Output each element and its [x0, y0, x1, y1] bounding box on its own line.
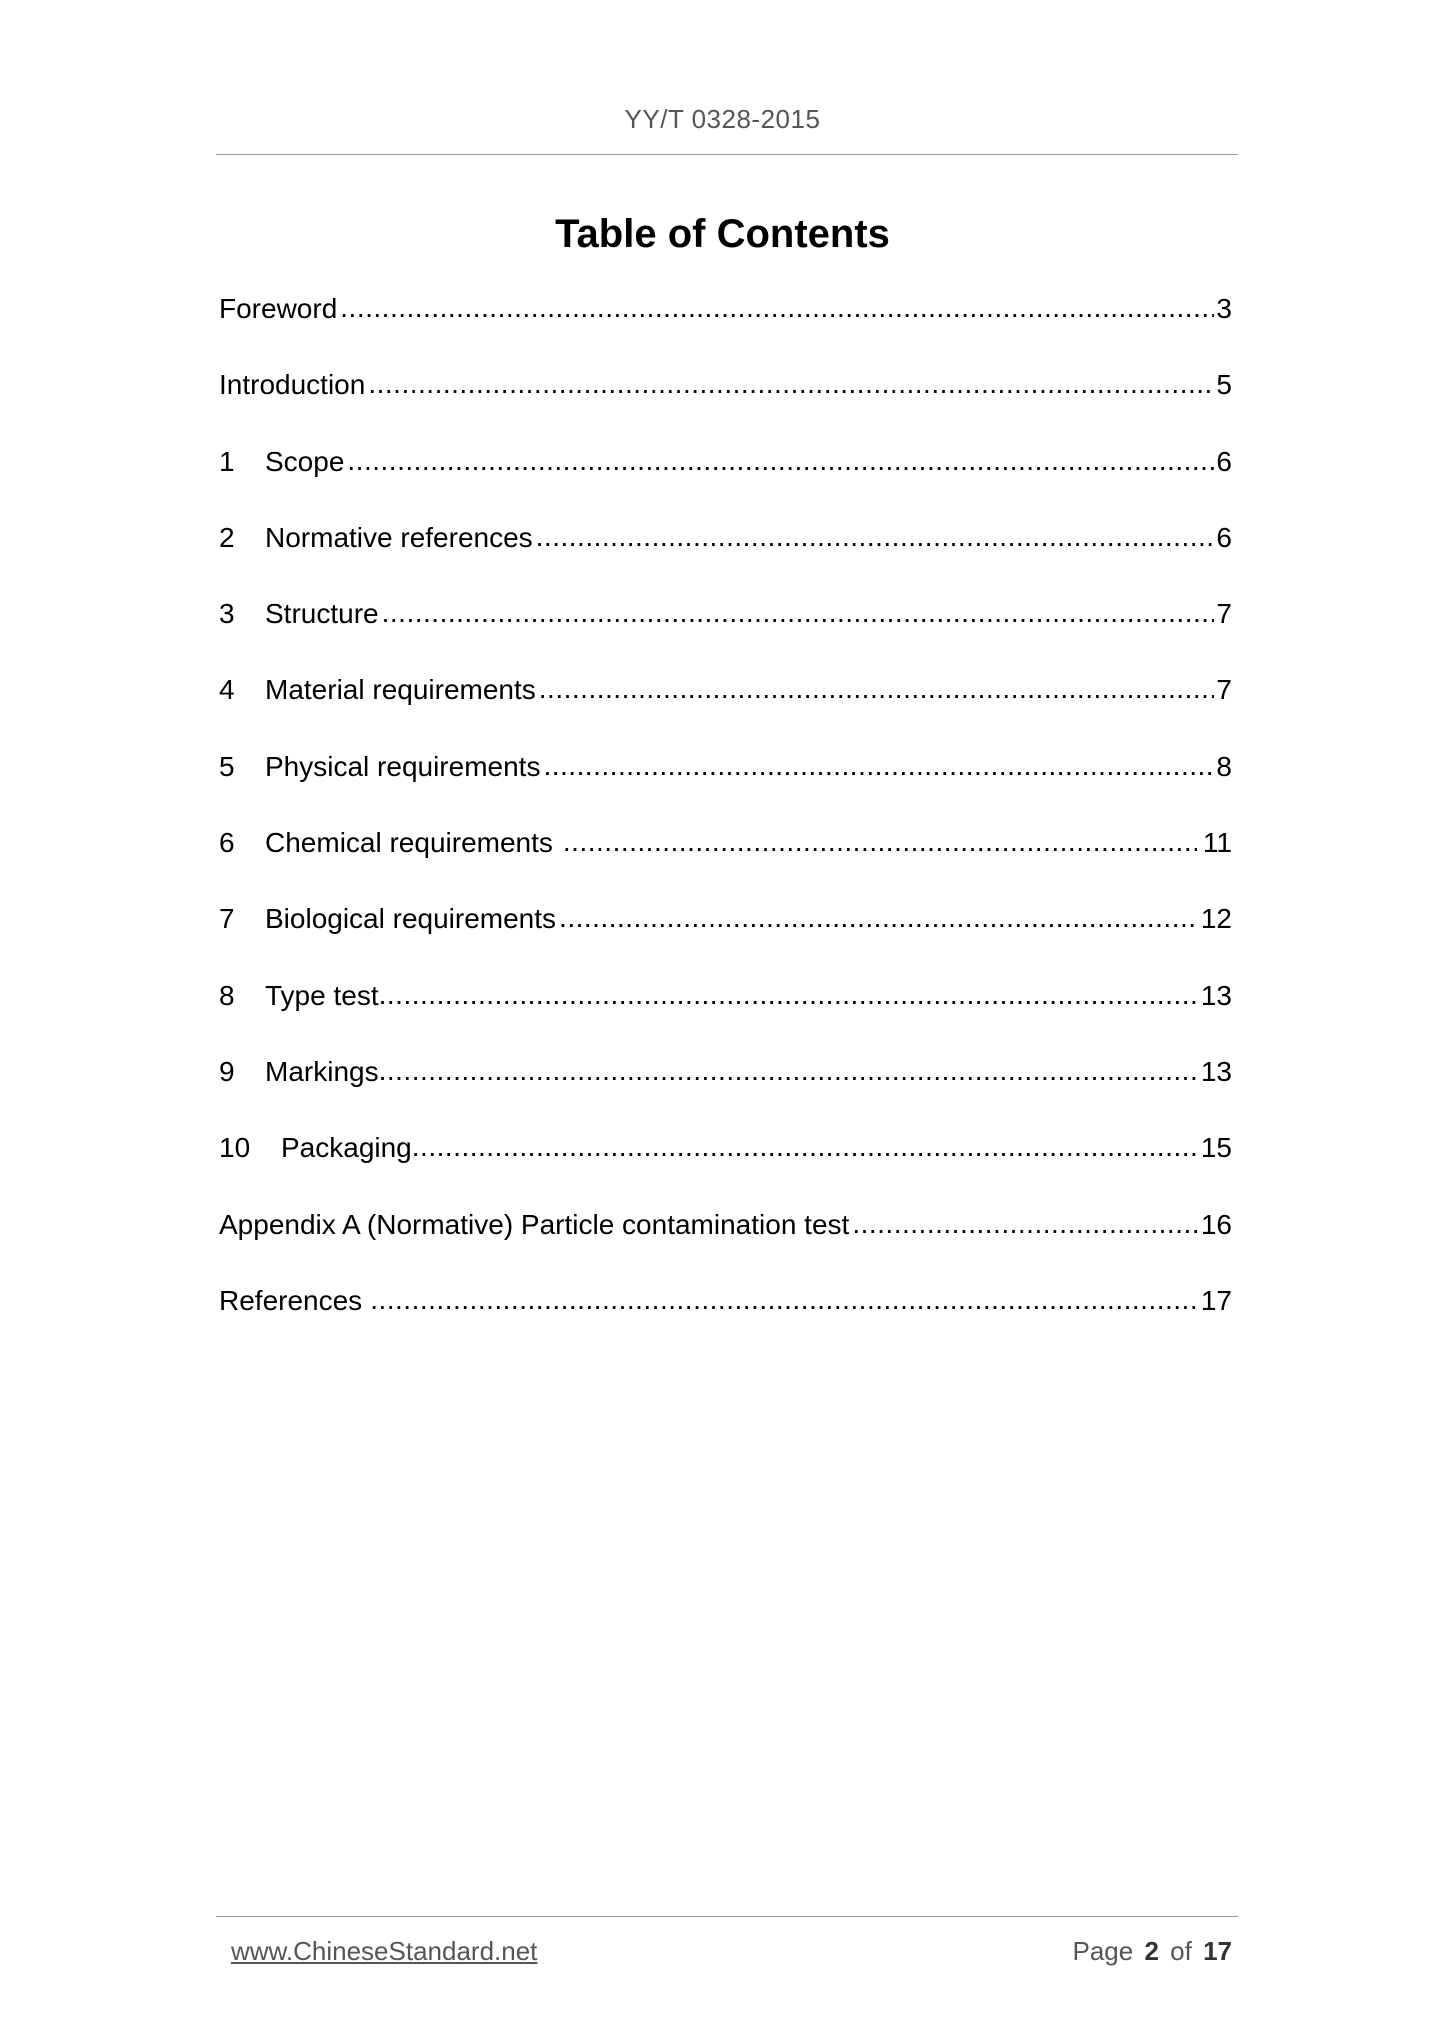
toc-entry-label: Markings [265, 1055, 379, 1087]
document-code: YY/T 0328-2015 [624, 104, 821, 134]
total-pages-number: 17 [1203, 1936, 1232, 1966]
toc-entry-page: 8 [1216, 750, 1232, 782]
toc-entry-page: 15 [1200, 1132, 1232, 1164]
toc-entry-markings[interactable] [219, 1055, 1232, 1131]
toc-entry-label: Introduction [219, 369, 366, 401]
toc-entry-number: 4 [219, 674, 235, 706]
page-title: Table of Contents [555, 212, 890, 256]
toc-dot-leader [368, 367, 1214, 401]
toc-dot-leader [382, 596, 1215, 630]
toc-entry-page: 13 [1200, 979, 1232, 1011]
toc-entry-number: 3 [219, 598, 235, 630]
toc-dot-leader [539, 672, 1215, 706]
toc-entry-label: Foreword [219, 293, 338, 324]
toc-dot-leader [379, 978, 1199, 1012]
toc-entry-page: 3 [1216, 293, 1232, 324]
toc-entry-label: Biological requirements [265, 903, 557, 935]
toc-entry-normative-references[interactable] [219, 521, 1232, 597]
toc-entry-label: Structure [265, 598, 379, 630]
toc-entry-number: 6 [219, 827, 235, 859]
toc-entry-label: Material requirements [265, 674, 536, 706]
of-word: of [1170, 1936, 1192, 1966]
toc-entry-label: Physical requirements [265, 750, 541, 782]
page-indicator [1072, 1936, 1232, 1967]
toc-entry-label: Normative references [265, 521, 533, 553]
toc-entry-label: References [219, 1284, 363, 1316]
toc-entry-chemical-requirements[interactable] [219, 826, 1232, 902]
toc-entry-structure[interactable] [219, 597, 1232, 673]
toc-entry-label: Scope [265, 445, 345, 477]
toc-entry-label: Packaging [281, 1132, 412, 1164]
toc-entry-label: Type test [265, 979, 379, 1011]
toc-entry-number: 7 [219, 903, 235, 935]
toc-entry-foreword[interactable] [219, 292, 1232, 368]
toc-entry-number: 2 [219, 521, 235, 553]
footer-divider [216, 1916, 1238, 1917]
toc-dot-leader [543, 749, 1214, 783]
toc-dot-leader [559, 901, 1199, 935]
toc-entry-biological-requirements[interactable] [219, 902, 1232, 978]
toc-entry-page: 12 [1200, 903, 1232, 935]
current-page-number: 2 [1144, 1936, 1159, 1966]
toc-entry-page: 11 [1202, 827, 1232, 859]
toc-entry-introduction[interactable] [219, 368, 1232, 444]
toc-entry-appendix-a[interactable] [219, 1208, 1232, 1284]
toc-entry-label: Appendix A (Normative) Particle contamination test [219, 1208, 850, 1240]
toc-entry-page: 5 [1216, 369, 1232, 401]
toc-entry-page: 7 [1216, 598, 1232, 630]
toc-entry-number: 9 [219, 1055, 235, 1087]
toc-dot-leader [370, 1283, 1199, 1317]
toc-dot-leader [852, 1207, 1199, 1241]
toc-entry-page: 13 [1200, 1055, 1232, 1087]
toc-entry-number: 8 [219, 979, 235, 1011]
toc-entry-page: 16 [1200, 1208, 1232, 1240]
toc-entry-physical-requirements[interactable] [219, 750, 1232, 826]
toc-entry-packaging[interactable] [219, 1131, 1232, 1207]
toc-dot-leader [563, 825, 1197, 859]
toc-entry-type-test[interactable] [219, 979, 1232, 1055]
toc-entry-label: Chemical requirements [265, 827, 553, 859]
page-word: Page [1072, 1936, 1134, 1966]
table-of-contents [219, 292, 1232, 1360]
header-divider [216, 154, 1238, 155]
toc-entry-number: 10 [219, 1132, 251, 1164]
toc-entry-material-requirements[interactable] [219, 673, 1232, 749]
website-link[interactable]: www.ChineseStandard.net [231, 1936, 538, 1966]
toc-entry-number: 5 [219, 750, 235, 782]
toc-dot-leader [412, 1130, 1199, 1164]
toc-entry-references[interactable] [219, 1284, 1232, 1360]
toc-entry-page: 7 [1216, 674, 1232, 706]
toc-dot-leader [379, 1054, 1199, 1088]
toc-dot-leader [347, 444, 1214, 478]
toc-entry-number: 1 [219, 445, 235, 477]
toc-entry-scope[interactable] [219, 445, 1232, 521]
toc-entry-page: 6 [1216, 445, 1232, 477]
toc-entry-page: 17 [1200, 1284, 1232, 1316]
toc-dot-leader [340, 291, 1214, 325]
toc-entry-page: 6 [1216, 521, 1232, 553]
toc-dot-leader [536, 520, 1215, 554]
